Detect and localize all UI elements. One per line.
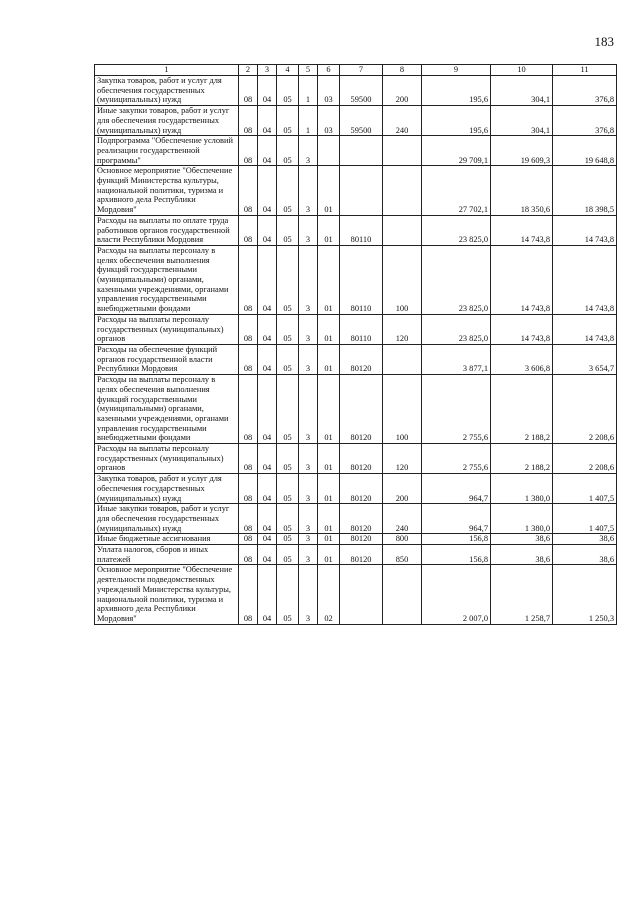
cell-col-9: 2 755,6	[422, 375, 491, 444]
cell-col-11: 14 743,8	[553, 314, 617, 344]
cell-col-8: 200	[383, 76, 422, 106]
cell-col-5: 3	[299, 344, 318, 374]
row-name-cell: Иные закупки товаров, работ и услуг для обеспечения государственных (муниципальных) нужд	[95, 504, 239, 534]
cell-col-8: 240	[383, 106, 422, 136]
cell-col-5: 3	[299, 504, 318, 534]
row-name-cell: Расходы на выплаты персоналу в целях обеспечения выполнения функций государственными (муниципальными) органами, казенными учреждениями, органами управления государственными внебюджетными фондами	[95, 245, 239, 314]
table-row	[95, 504, 617, 534]
cell-col-2: 08	[239, 565, 258, 624]
column-header-2: 2	[239, 65, 258, 76]
cell-col-8	[383, 215, 422, 245]
cell-col-4: 05	[277, 215, 299, 245]
cell-col-10: 14 743,8	[491, 314, 553, 344]
cell-col-11: 14 743,8	[553, 245, 617, 314]
row-name-cell: Расходы на обеспечение функций органов государственной власти Республики Мордовия	[95, 344, 239, 374]
cell-col-5: 3	[299, 375, 318, 444]
cell-col-6: 01	[318, 344, 340, 374]
table-row	[95, 534, 617, 545]
cell-col-10: 14 743,8	[491, 245, 553, 314]
cell-col-5: 1	[299, 76, 318, 106]
cell-col-4: 05	[277, 375, 299, 444]
cell-col-10: 304,1	[491, 76, 553, 106]
table-header	[95, 65, 617, 76]
cell-col-7: 80120	[340, 344, 383, 374]
cell-col-3: 04	[258, 215, 277, 245]
cell-col-7	[340, 565, 383, 624]
column-header-4: 4	[277, 65, 299, 76]
cell-col-9: 2 007,0	[422, 565, 491, 624]
cell-col-3: 04	[258, 534, 277, 545]
cell-col-9: 156,8	[422, 545, 491, 565]
cell-col-8: 120	[383, 444, 422, 474]
cell-col-2: 08	[239, 534, 258, 545]
cell-col-2: 08	[239, 166, 258, 216]
cell-col-10: 1 380,0	[491, 474, 553, 504]
cell-col-9: 964,7	[422, 504, 491, 534]
row-name-cell: Закупка товаров, работ и услуг для обеспечения государственных (муниципальных) нужд	[95, 474, 239, 504]
cell-col-8	[383, 166, 422, 216]
cell-col-7: 80110	[340, 215, 383, 245]
cell-col-11: 14 743,8	[553, 215, 617, 245]
cell-col-8: 120	[383, 314, 422, 344]
column-header-6: 6	[318, 65, 340, 76]
cell-col-8: 100	[383, 375, 422, 444]
cell-col-7	[340, 166, 383, 216]
cell-col-10: 19 609,3	[491, 136, 553, 166]
cell-col-7: 80110	[340, 314, 383, 344]
cell-col-11: 1 407,5	[553, 504, 617, 534]
cell-col-11: 38,6	[553, 545, 617, 565]
cell-col-9: 29 709,1	[422, 136, 491, 166]
cell-col-3: 04	[258, 444, 277, 474]
cell-col-9: 195,6	[422, 106, 491, 136]
cell-col-2: 08	[239, 215, 258, 245]
row-name-cell: Основное мероприятие "Обеспечение деятельности подведомственных учреждений Министерства культуры, национальной политики, туризма и архивного дела Республики Мордовия"	[95, 565, 239, 624]
cell-col-8: 800	[383, 534, 422, 545]
cell-col-10: 14 743,8	[491, 215, 553, 245]
table-row	[95, 474, 617, 504]
table-row	[95, 215, 617, 245]
row-name-cell: Расходы на выплаты персоналу в целях обеспечения выполнения функций государственными (муниципальными) органами, казенными учреждениями, органами управления государственными внебюджетными фондами	[95, 375, 239, 444]
table-row	[95, 245, 617, 314]
cell-col-2: 08	[239, 545, 258, 565]
cell-col-4: 05	[277, 474, 299, 504]
table-row	[95, 76, 617, 106]
cell-col-5: 3	[299, 534, 318, 545]
cell-col-8: 200	[383, 474, 422, 504]
column-header-5: 5	[299, 65, 318, 76]
page-number: 183	[594, 34, 614, 49]
cell-col-9: 195,6	[422, 76, 491, 106]
cell-col-10: 1 258,7	[491, 565, 553, 624]
row-name-cell: Подпрограмма "Обеспечение условий реализации государственной программы"	[95, 136, 239, 166]
row-name-cell: Иные бюджетные ассигнования	[95, 534, 239, 545]
cell-col-7: 80120	[340, 545, 383, 565]
cell-col-6	[318, 136, 340, 166]
cell-col-9: 964,7	[422, 474, 491, 504]
cell-col-2: 08	[239, 245, 258, 314]
header-row	[95, 65, 617, 76]
cell-col-7: 80120	[340, 375, 383, 444]
cell-col-5: 3	[299, 444, 318, 474]
cell-col-9: 27 702,1	[422, 166, 491, 216]
cell-col-9: 156,8	[422, 534, 491, 545]
cell-col-2: 08	[239, 474, 258, 504]
cell-col-3: 04	[258, 76, 277, 106]
cell-col-2: 08	[239, 106, 258, 136]
cell-col-11: 376,8	[553, 76, 617, 106]
cell-col-6: 01	[318, 534, 340, 545]
row-name-cell: Основное мероприятие "Обеспечение функций Министерства культуры, национальной политики, туризма и архивного дела Республики Мордовия"	[95, 166, 239, 216]
cell-col-6: 01	[318, 245, 340, 314]
cell-col-4: 05	[277, 344, 299, 374]
cell-col-3: 04	[258, 504, 277, 534]
cell-col-9: 23 825,0	[422, 314, 491, 344]
column-header-7: 7	[340, 65, 383, 76]
cell-col-3: 04	[258, 344, 277, 374]
cell-col-2: 08	[239, 375, 258, 444]
cell-col-6: 01	[318, 504, 340, 534]
cell-col-9: 23 825,0	[422, 245, 491, 314]
cell-col-4: 05	[277, 565, 299, 624]
cell-col-6: 03	[318, 76, 340, 106]
row-name-cell: Расходы на выплаты по оплате труда работников органов государственной власти Республики Мордовия	[95, 215, 239, 245]
cell-col-7: 80120	[340, 534, 383, 545]
cell-col-8	[383, 344, 422, 374]
cell-col-4: 05	[277, 444, 299, 474]
cell-col-8	[383, 565, 422, 624]
cell-col-5: 3	[299, 545, 318, 565]
table-row	[95, 314, 617, 344]
cell-col-5: 3	[299, 314, 318, 344]
cell-col-4: 05	[277, 534, 299, 545]
cell-col-10: 2 188,2	[491, 375, 553, 444]
cell-col-5: 3	[299, 565, 318, 624]
table-body	[95, 76, 617, 625]
cell-col-4: 05	[277, 76, 299, 106]
cell-col-3: 04	[258, 245, 277, 314]
column-header-3: 3	[258, 65, 277, 76]
cell-col-11: 19 648,8	[553, 136, 617, 166]
cell-col-6: 01	[318, 375, 340, 444]
cell-col-10: 2 188,2	[491, 444, 553, 474]
cell-col-8: 100	[383, 245, 422, 314]
cell-col-4: 05	[277, 245, 299, 314]
cell-col-11: 2 208,6	[553, 444, 617, 474]
row-name-cell: Закупка товаров, работ и услуг для обеспечения государственных (муниципальных) нужд	[95, 76, 239, 106]
cell-col-10: 3 606,8	[491, 344, 553, 374]
cell-col-6: 03	[318, 106, 340, 136]
cell-col-2: 08	[239, 344, 258, 374]
cell-col-7	[340, 136, 383, 166]
cell-col-10: 1 380,0	[491, 504, 553, 534]
row-name-cell: Расходы на выплаты персоналу государственных (муниципальных) органов	[95, 314, 239, 344]
cell-col-8	[383, 136, 422, 166]
cell-col-4: 05	[277, 106, 299, 136]
cell-col-11: 3 654,7	[553, 344, 617, 374]
cell-col-2: 08	[239, 504, 258, 534]
cell-col-10: 38,6	[491, 534, 553, 545]
cell-col-4: 05	[277, 166, 299, 216]
row-name-cell: Расходы на выплаты персоналу государственных (муниципальных) органов	[95, 444, 239, 474]
cell-col-3: 04	[258, 136, 277, 166]
cell-col-10: 38,6	[491, 545, 553, 565]
table-row	[95, 166, 617, 216]
cell-col-5: 3	[299, 215, 318, 245]
cell-col-10: 18 350,6	[491, 166, 553, 216]
cell-col-6: 01	[318, 215, 340, 245]
cell-col-9: 23 825,0	[422, 215, 491, 245]
cell-col-3: 04	[258, 474, 277, 504]
cell-col-11: 38,6	[553, 534, 617, 545]
cell-col-7: 80120	[340, 474, 383, 504]
cell-col-3: 04	[258, 565, 277, 624]
column-header-11: 11	[553, 65, 617, 76]
cell-col-5: 3	[299, 245, 318, 314]
cell-col-2: 08	[239, 76, 258, 106]
cell-col-4: 05	[277, 136, 299, 166]
cell-col-6: 01	[318, 545, 340, 565]
cell-col-8: 240	[383, 504, 422, 534]
cell-col-7: 80120	[340, 444, 383, 474]
cell-col-6: 01	[318, 474, 340, 504]
column-header-10: 10	[491, 65, 553, 76]
column-header-8: 8	[383, 65, 422, 76]
cell-col-6: 01	[318, 314, 340, 344]
cell-col-9: 3 877,1	[422, 344, 491, 374]
cell-col-10: 304,1	[491, 106, 553, 136]
cell-col-2: 08	[239, 444, 258, 474]
cell-col-6: 02	[318, 565, 340, 624]
cell-col-6: 01	[318, 444, 340, 474]
cell-col-3: 04	[258, 375, 277, 444]
cell-col-2: 08	[239, 136, 258, 166]
cell-col-4: 05	[277, 545, 299, 565]
table-row	[95, 545, 617, 565]
cell-col-4: 05	[277, 314, 299, 344]
cell-col-8: 850	[383, 545, 422, 565]
cell-col-5: 3	[299, 136, 318, 166]
cell-col-5: 3	[299, 166, 318, 216]
cell-col-7: 59500	[340, 76, 383, 106]
row-name-cell: Иные закупки товаров, работ и услуг для обеспечения государственных (муниципальных) нужд	[95, 106, 239, 136]
table-row	[95, 444, 617, 474]
cell-col-3: 04	[258, 314, 277, 344]
cell-col-4: 05	[277, 504, 299, 534]
cell-col-11: 2 208,6	[553, 375, 617, 444]
row-name-cell: Уплата налогов, сборов и иных платежей	[95, 545, 239, 565]
column-header-9: 9	[422, 65, 491, 76]
table-row	[95, 106, 617, 136]
table-row	[95, 375, 617, 444]
cell-col-5: 3	[299, 474, 318, 504]
cell-col-7: 80110	[340, 245, 383, 314]
cell-col-3: 04	[258, 545, 277, 565]
cell-col-6: 01	[318, 166, 340, 216]
cell-col-7: 80120	[340, 504, 383, 534]
cell-col-3: 04	[258, 166, 277, 216]
cell-col-11: 18 398,5	[553, 166, 617, 216]
table-row	[95, 344, 617, 374]
cell-col-3: 04	[258, 106, 277, 136]
cell-col-11: 376,8	[553, 106, 617, 136]
cell-col-5: 1	[299, 106, 318, 136]
column-header-1: 1	[95, 65, 239, 76]
cell-col-9: 2 755,6	[422, 444, 491, 474]
cell-col-11: 1 250,3	[553, 565, 617, 624]
table-row	[95, 136, 617, 166]
cell-col-11: 1 407,5	[553, 474, 617, 504]
budget-table	[94, 64, 617, 625]
table-row	[95, 565, 617, 624]
cell-col-2: 08	[239, 314, 258, 344]
cell-col-7: 59500	[340, 106, 383, 136]
